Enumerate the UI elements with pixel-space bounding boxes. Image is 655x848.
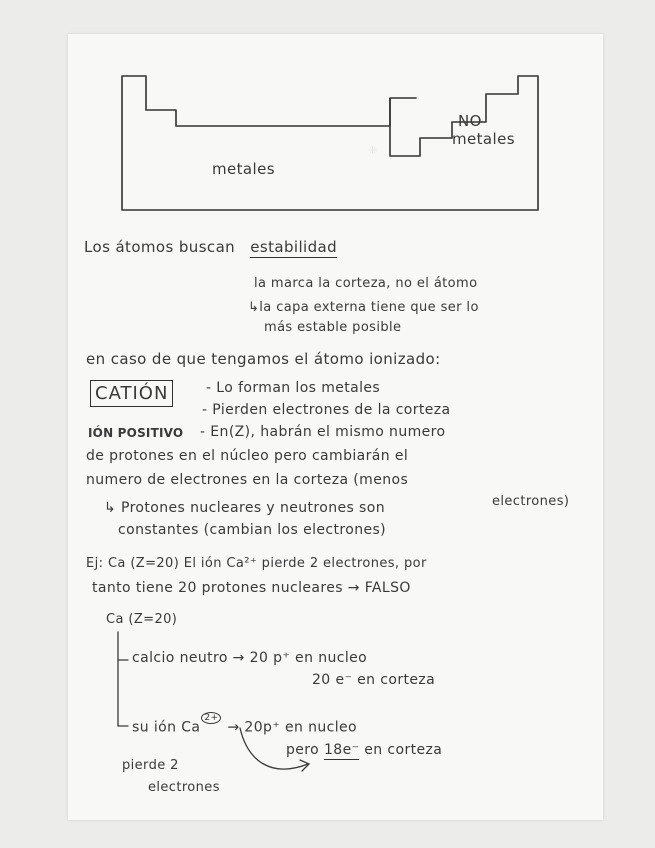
branch-ion-text: su ión Ca: [132, 719, 201, 736]
cation-point-3: - En(Z), habrán el mismo numero: [200, 424, 446, 440]
nonmetals-label-line2: metales: [452, 130, 515, 148]
branch-ion-18e: 18e⁻: [323, 742, 360, 758]
note-line-2: la marca la corteza, no el átomo: [254, 276, 478, 291]
cation-heading: CATIÓN: [90, 380, 173, 407]
branch-ion-electrons: [286, 742, 442, 758]
pierde-label-line2: electrones: [148, 780, 220, 795]
metals-label: metales: [212, 160, 275, 178]
cation-point-1: - Lo forman los metales: [206, 380, 381, 396]
keyword-estabilidad: estabilidad: [250, 238, 338, 256]
note-electrons-line-2: electrones): [492, 494, 570, 509]
arrow-note-line-2: constantes (cambian los electrones): [118, 522, 387, 538]
branch-ion-corteza: en corteza: [364, 742, 443, 758]
branch-ion: [132, 713, 358, 736]
branch-ion-pero: pero: [286, 742, 320, 758]
note-line-1-text: Los átomos buscan: [84, 238, 236, 256]
ion-charge-circle: 2+: [201, 712, 221, 724]
pierde-label-line1: pierde 2: [122, 758, 179, 773]
notebook-page: [68, 34, 603, 820]
branch-ion-nucleus: → 20p⁺ en nucleo: [227, 719, 358, 736]
calcium-label: Ca (Z=20): [106, 612, 178, 627]
note-line-5: en caso de que tengamos el átomo ionizado:: [86, 350, 441, 368]
arrow-note-line-1: ↳ Protones nucleares y neutrones son: [104, 500, 385, 516]
note-electrons-line: numero de electrones en la corteza (menos: [86, 472, 409, 488]
branch-lines: [68, 34, 603, 820]
nonmetals-label-line1: NO: [458, 112, 482, 130]
note-line-4: más estable posible: [264, 320, 402, 335]
note-protons-line: de protones en el núcleo pero cambiarán el: [86, 448, 409, 464]
ion-positivo-label: IÓN POSITIVO: [88, 426, 184, 440]
branch-neutral: calcio neutro → 20 p⁺ en nucleo: [132, 650, 368, 666]
show-through-text: ⁜: [368, 144, 378, 157]
example-line-1: Ej: Ca (Z=20) El ión Ca²⁺ pierde 2 electrones, por: [86, 556, 427, 571]
branch-neutral-electrons: 20 e⁻ en corteza: [312, 672, 436, 688]
note-line-3: ↳la capa externa tiene que ser lo: [248, 300, 479, 315]
cation-point-2: - Pierden electrones de la corteza: [202, 402, 451, 418]
example-line-2: tanto tiene 20 protones nucleares → FALSO: [92, 580, 411, 596]
